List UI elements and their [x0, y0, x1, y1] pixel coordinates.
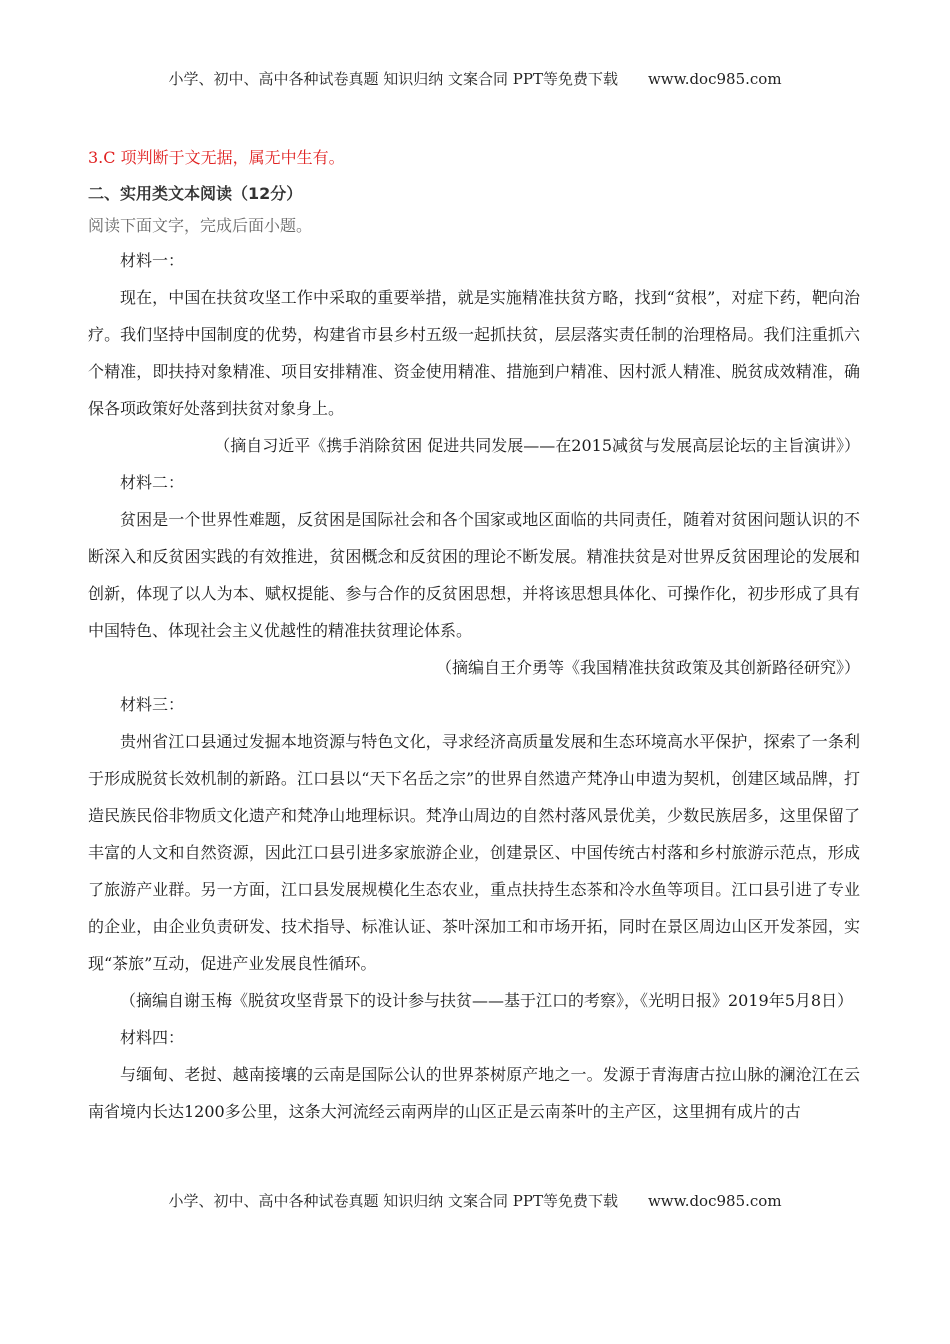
header-text: 小学、初中、高中各种试卷真题 知识归纳 文案合同 PPT等免费下载 — [168, 70, 618, 88]
material-1-body: 现在，中国在扶贫攻坚工作中采取的重要举措，就是实施精准扶贫方略，找到“贫根”，对症下药，靶向治疗。我们坚持中国制度的优势，构建省市县乡村五级一起抓扶贫，层层落实责任制的治理格局。我们注重抓六个精准，即扶持对象精准、项目安排精准、资金使用精准、措施到户精准、因村派人精准、脱贫成效精准，确保各项政策好处落到扶贫对象身上。 — [88, 288, 860, 418]
material-3-citation: （摘编自谢玉梅《脱贫攻坚背景下的设计参与扶贫——基于江口的考察》，《光明日报》2019年5月8日） — [120, 991, 854, 1010]
section-heading: 二、实用类文本阅读（12分） — [88, 184, 303, 203]
material-2-body: 贫困是一个世界性难题，反贫困是国际社会和各个国家或地区面临的共同责任，随着对贫困问题认识的不断深入和反贫困实践的有效推进，贫困概念和反贫困的理论不断发展。精准扶贫是对世界反贫困理论的发展和创新，体现了以人为本、赋权提能、参与合作的反贫困思想，并将该思想具体化、可操作化，初步形成了具有中国特色、体现社会主义优越性的精准扶贫理论体系。 — [88, 510, 860, 640]
material-1-citation: （摘自习近平《携手消除贫困 促进共同发展——在2015减贫与发展高层论坛的主旨演讲》） — [214, 436, 860, 455]
footer-site-link[interactable]: www.doc985.com — [647, 1192, 782, 1210]
page-footer — [0, 1190, 950, 1211]
document-content — [88, 144, 860, 1130]
footer-text: 小学、初中、高中各种试卷真题 知识归纳 文案合同 PPT等免费下载 — [168, 1192, 618, 1210]
material-4-body: 与缅甸、老挝、越南接壤的云南是国际公认的世界茶树原产地之一。发源于青海唐古拉山脉的澜沧江在云南省境内长达1200多公里，这条大河流经云南两岸的山区正是云南茶叶的主产区，这里拥有成片的古 — [88, 1065, 860, 1121]
material-1-label: 材料一： — [120, 251, 185, 270]
material-3-body: 贵州省江口县通过发掘本地资源与特色文化，寻求经济高质量发展和生态环境高水平保护，探索了一条利于形成脱贫长效机制的新路。江口县以“天下名岳之宗”的世界自然遗产梵净山申遗为契机，创建区域品牌，打造民族民俗非物质文化遗产和梵净山地理标识。梵净山周边的自然村落风景优美，少数民族居多，这里保留了丰富的人文和自然资源，因此江口县引进多家旅游企业，创建景区、中国传统古村落和乡村旅游示范点，形成了旅游产业群。另一方面，江口县发展规模化生态农业，重点扶持生态茶和冷水鱼等项目。江口县引进了专业的企业，由企业负责研发、技术指导、标准认证、茶叶深加工和市场开拓，同时在景区周边山区开发茶园，实现“茶旅”互动，促进产业发展良性循环。 — [88, 732, 860, 973]
material-3-label: 材料三： — [120, 695, 185, 714]
header-site-link[interactable]: www.doc985.com — [647, 70, 782, 88]
material-4-label: 材料四： — [120, 1028, 185, 1047]
page-header — [0, 68, 950, 89]
reading-instruction: 阅读下面文字，完成后面小题。 — [88, 216, 313, 235]
material-2-citation: （摘编自王介勇等《我国精准扶贫政策及其创新路径研究》） — [435, 658, 860, 677]
material-2-label: 材料二： — [120, 473, 185, 492]
answer-note: 3.C 项判断于文无据，属无中生有。 — [88, 148, 345, 167]
